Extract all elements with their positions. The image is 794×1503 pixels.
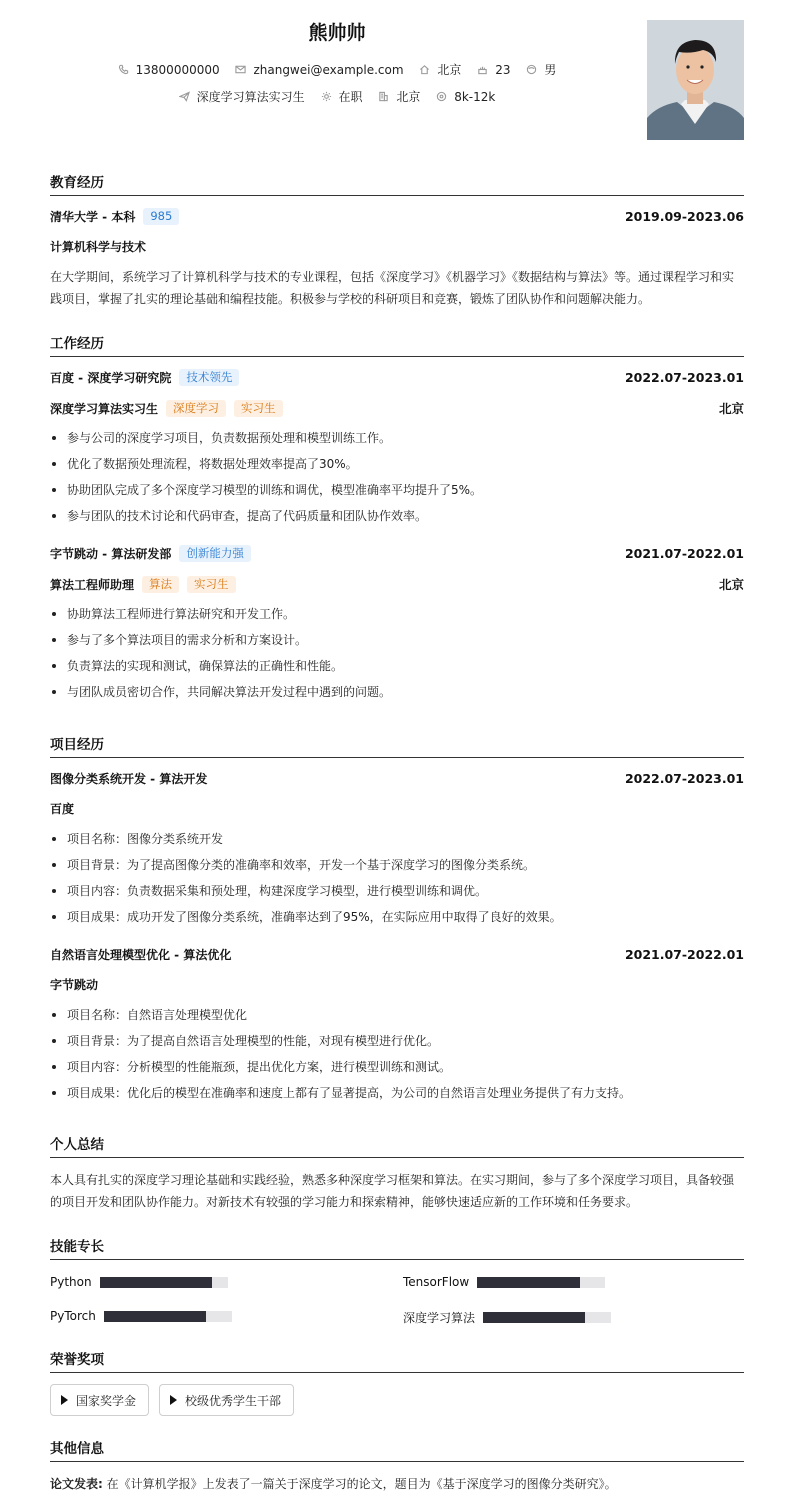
salary-text: 8k-12k — [454, 89, 496, 104]
education-header-row — [50, 208, 744, 225]
award-item[interactable] — [159, 1384, 294, 1416]
work-position-row — [50, 399, 744, 417]
home-icon — [419, 64, 430, 75]
other-info-label: 论文发表: — [50, 1477, 103, 1491]
skill-bar-fill — [483, 1312, 585, 1323]
list-item: 协助算法工程师进行算法研究和开发工作。 — [50, 604, 744, 630]
education-section-title: 教育经历 — [50, 171, 744, 196]
project-header-row — [50, 770, 744, 787]
target-job-text: 深度学习算法实习生 — [196, 90, 305, 104]
work-period: 2022.07-2023.01 — [624, 370, 744, 385]
skill-item — [50, 1309, 232, 1323]
project-period: 2022.07-2023.01 — [624, 771, 744, 786]
skill-bar — [104, 1311, 232, 1322]
age-item — [477, 63, 510, 77]
work-period: 2021.07-2022.01 — [624, 546, 744, 561]
award-label: 国家奖学金 — [76, 1393, 137, 1408]
other-info-text: 在《计算机学报》上发表了一篇关于深度学习的论文，题目为《基于深度学习的图像分类研究》。 — [106, 1477, 617, 1491]
list-item: 负责算法的实现和测试，确保算法的正确性和性能。 — [50, 656, 744, 682]
email-item — [235, 63, 403, 77]
summary-text: 本人具有扎实的深度学习理论基础和实践经验，熟悉多种深度学习框架和算法。在实习期间，参与了多个深度学习项目，具备较强的项目开发和团队协作能力。对新技术有较强的学习能力和探索精神，能够快速适应新的工作环境和任务要求。 — [50, 1173, 735, 1209]
cake-icon — [477, 64, 488, 75]
list-item: 项目成果：优化后的模型在准确率和速度上都有了显著提高，为公司的自然语言处理业务提供了有力支持。 — [50, 1083, 744, 1109]
list-item: 项目背景：为了提高图像分类的准确率和效率，开发一个基于深度学习的图像分类系统。 — [50, 855, 744, 881]
list-item: 项目名称：图像分类系统开发 — [50, 829, 744, 855]
position-tag: 实习生 — [234, 400, 283, 417]
coin-icon — [436, 91, 447, 102]
work-location: 北京 — [718, 401, 744, 416]
company-tag: 技术领先 — [179, 369, 239, 386]
list-item: 项目背景：为了提高自然语言处理模型的性能，对现有模型进行优化。 — [50, 1031, 744, 1057]
education-description: 在大学期间，系统学习了计算机科学与技术的专业课程，包括《深度学习》《机器学习》《数据结构与算法》等。通过课程学习和实践项目，掌握了扎实的理论基础和编程技能。积极参与学校的科研项目和竞赛，锻炼了团队协作和问题解决能力。 — [50, 270, 735, 306]
skill-bar — [100, 1277, 228, 1288]
project-header-row — [50, 946, 744, 963]
education-period: 2019.09-2023.06 — [624, 209, 744, 224]
profile-photo — [647, 20, 744, 140]
work-item-header — [50, 545, 744, 562]
building-icon — [378, 91, 389, 102]
skill-name: Python — [50, 1275, 92, 1289]
skill-bar-fill — [100, 1277, 213, 1288]
job-intent-row — [0, 88, 674, 105]
gear-icon — [321, 91, 332, 102]
skill-bar — [483, 1312, 611, 1323]
project-org-row — [50, 800, 744, 817]
major-name: 计算机科学与技术 — [50, 240, 147, 254]
project-bullets — [50, 1005, 744, 1109]
project-name: 自然语言处理模型优化 - 算法优化 — [50, 948, 232, 962]
skill-bar-fill — [477, 1277, 579, 1288]
skill-name: TensorFlow — [403, 1275, 470, 1289]
skill-bar-fill — [104, 1311, 206, 1322]
projects-section-title: 项目经历 — [50, 733, 744, 758]
skill-name: 深度学习算法 — [403, 1311, 476, 1325]
gender-item — [526, 61, 556, 78]
target-city-text: 北京 — [396, 90, 421, 104]
position-tag: 算法 — [142, 576, 179, 593]
email-text: zhangwei@example.com — [253, 62, 404, 77]
summary-section-title: 个人总结 — [50, 1133, 744, 1158]
other-section-title: 其他信息 — [50, 1437, 744, 1462]
school-tag: 985 — [143, 208, 179, 225]
skill-item — [403, 1309, 611, 1326]
skill-bar — [477, 1277, 605, 1288]
play-icon — [61, 1395, 68, 1405]
work-location: 北京 — [718, 577, 744, 592]
list-item: 优化了数据预处理流程，将数据处理效率提高了30%。 — [50, 454, 744, 480]
skill-name: PyTorch — [50, 1309, 96, 1323]
mail-icon — [235, 64, 246, 75]
position-name: 深度学习算法实习生 — [50, 401, 159, 416]
list-item: 与团队成员密切合作，共同解决算法开发过程中遇到的问题。 — [50, 682, 744, 708]
list-item: 参与公司的深度学习项目，负责数据预处理和模型训练工作。 — [50, 428, 744, 454]
list-item: 参与了多个算法项目的需求分析和方案设计。 — [50, 630, 744, 656]
contact-row — [0, 61, 674, 78]
position-tag: 实习生 — [187, 576, 236, 593]
status-text: 在职 — [338, 90, 363, 104]
skills-section-title: 技能专长 — [50, 1235, 744, 1260]
status-item — [321, 88, 363, 105]
project-org: 字节跳动 — [50, 978, 99, 992]
list-item: 项目内容：负责数据采集和预处理，构建深度学习模型，进行模型训练和调优。 — [50, 881, 744, 907]
major-row — [50, 238, 744, 255]
company-name: 百度 - 深度学习研究院 — [50, 371, 172, 385]
project-org: 百度 — [50, 802, 75, 816]
list-item: 项目名称：自然语言处理模型优化 — [50, 1005, 744, 1031]
city-item — [419, 61, 461, 78]
award-label: 校级优秀学生干部 — [185, 1393, 282, 1408]
project-bullets — [50, 829, 744, 933]
work-bullets — [50, 428, 744, 532]
project-period: 2021.07-2022.01 — [624, 947, 744, 962]
age-text: 23 — [495, 62, 511, 77]
position-name: 算法工程师助理 — [50, 577, 135, 592]
other-info — [50, 1473, 744, 1495]
phone-icon — [118, 64, 129, 75]
phone-item — [118, 63, 220, 77]
work-bullets — [50, 604, 744, 708]
work-section-title: 工作经历 — [50, 332, 744, 357]
skill-item — [403, 1275, 605, 1289]
work-position-row — [50, 575, 744, 593]
gender-icon — [526, 64, 537, 75]
project-name: 图像分类系统开发 - 算法开发 — [50, 772, 208, 786]
school-name: 清华大学 - 本科 — [50, 210, 136, 224]
list-item: 项目成果：成功开发了图像分类系统，准确率达到了95%，在实际应用中取得了良好的效果。 — [50, 907, 744, 933]
company-tag: 创新能力强 — [179, 545, 251, 562]
skill-item — [50, 1275, 228, 1289]
project-org-row — [50, 976, 744, 993]
salary-item — [436, 90, 495, 104]
award-item[interactable] — [50, 1384, 149, 1416]
target-job-item — [179, 88, 305, 105]
portrait-image — [647, 20, 744, 140]
awards-section-title: 荣誉奖项 — [50, 1348, 744, 1373]
company-name: 字节跳动 - 算法研发部 — [50, 547, 172, 561]
send-icon — [179, 91, 190, 102]
position-tag: 深度学习 — [166, 400, 226, 417]
play-icon — [170, 1395, 177, 1405]
list-item: 项目内容：分析模型的性能瓶颈，提出优化方案，进行模型训练和测试。 — [50, 1057, 744, 1083]
list-item: 协助团队完成了多个深度学习模型的训练和调优，模型准确率平均提升了5%。 — [50, 480, 744, 506]
work-item-header — [50, 369, 744, 386]
phone-text: 13800000000 — [135, 62, 220, 77]
city-text: 北京 — [437, 63, 462, 77]
list-item: 参与团队的技术讨论和代码审查，提高了代码质量和团队协作效率。 — [50, 506, 744, 532]
candidate-name: 熊帅帅 — [308, 22, 366, 44]
gender-text: 男 — [544, 63, 557, 77]
target-city-item — [378, 88, 420, 105]
